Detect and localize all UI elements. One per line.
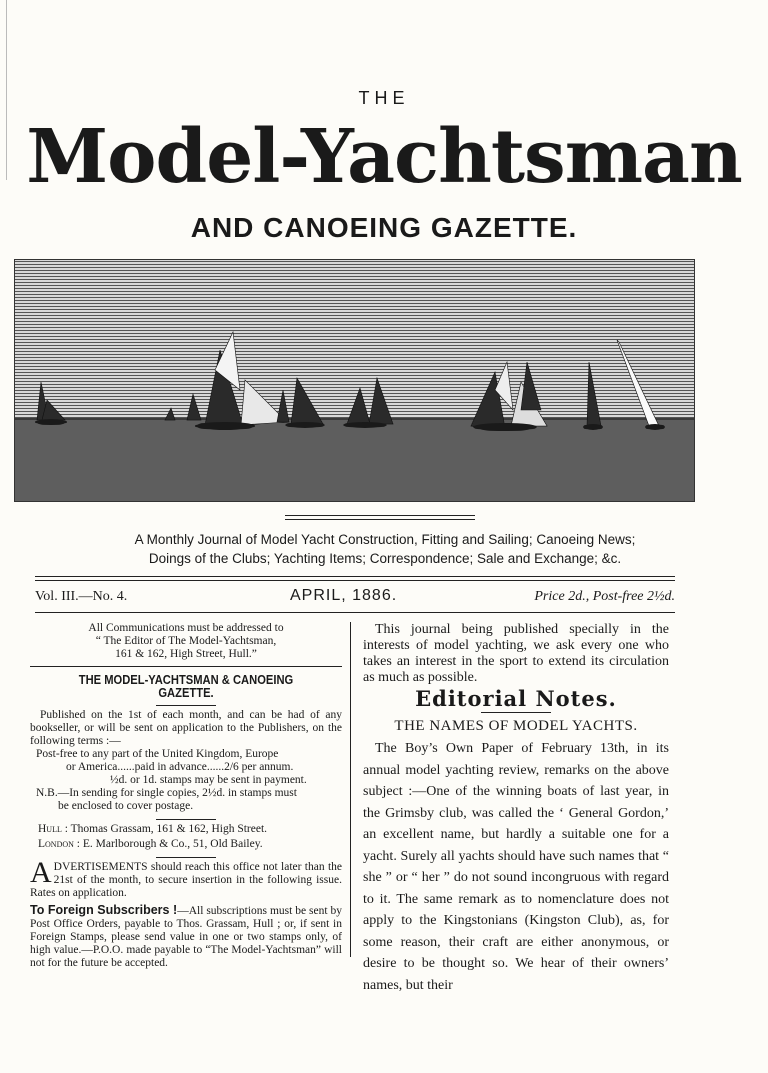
london-label: London :: [38, 838, 80, 850]
issue-price: Price 2d., Post-free 2½d.: [534, 589, 675, 604]
article-body: The Boy’s Own Paper of February 13th, in its annual model yachting review, remarks on the above subject :—One of the winning boats of last year, in the Grimsby club, was called the ‘ General Gordon,’ an excellent name, but hardly a suitable one for a yacht. Surely all yachts should have such names that “ she ” or “ her ” do not sound incongruous with regard to it. The same remark as to nomenclature does not apply to the Kingstonians (Kingston Club), as, for some reason, their craft are either anonymous, or desire to be thought so. We hear of their owners’ names, but their: [363, 741, 669, 993]
divider: [35, 612, 675, 613]
london-office: [38, 838, 342, 851]
divider: [35, 580, 675, 581]
hull-address: Thomas Grassam, 161 & 162, High Street.: [70, 823, 268, 835]
communications-line: 161 & 162, High Street, Hull.”: [115, 648, 257, 660]
divider: [481, 712, 551, 713]
publishing-terms: Post-free to any part of the United Kingdom, Europe: [36, 748, 279, 760]
foreign-text: —All subscriptions must be sent by Post Office Orders, payable to Thos. Grassam, Hull ; or, if sent in Foreign Stamps, please send value in one or two stamps only, of high value.—P.O.O. made payable to “The Model-Yachtsman” will not for the future be accepted.: [30, 905, 342, 969]
gazette-heading: THE MODEL-YACHTSMAN & CANOEING GAZETTE.: [78, 672, 294, 700]
divider: [285, 515, 475, 516]
foreign-subscribers: [30, 904, 342, 970]
masthead-title: Model-Yachtsman: [26, 114, 742, 200]
issue-info: [35, 589, 675, 609]
article-heading: THE NAMES OF MODEL YACHTS.: [394, 717, 638, 734]
journal-description: [22, 530, 748, 568]
foreign-heading: To Foreign Subscribers !: [30, 903, 178, 917]
hull-office: [38, 823, 342, 836]
publishing-terms: or America......paid in advance......2/6 per annum.: [66, 761, 294, 773]
divider: [156, 857, 216, 858]
publishing-note: N.B.—In sending for single copies, 2½d. in stamps must: [36, 787, 297, 799]
right-column: [363, 622, 669, 996]
hull-label: Hull :: [38, 823, 68, 835]
divider: [156, 705, 216, 706]
publishing-note: be enclosed to cover postage.: [58, 800, 194, 812]
drop-cap: A: [30, 856, 52, 889]
advertisements-text: DVERTISEMENTS should reach this office not later than the 21st of the month, to secure insertion in the following issue. Rates on application.: [30, 861, 342, 899]
masthead-subtitle: AND CANOEING GAZETTE.: [190, 212, 578, 243]
communications-line: All Communications must be addressed to: [88, 622, 284, 634]
description-line: Doings of the Clubs; Yachting Items; Correspondence; Sale and Exchange; &c.: [148, 551, 622, 566]
publishing-intro: Published on the 1st of each month, and can be had of any bookseller, or will be sent on application to the Publishers, on the following terms :—: [30, 709, 342, 747]
column-divider: [350, 622, 351, 957]
divider: [30, 666, 342, 667]
journal-intro: This journal being published specially in the interests of model yachting, we ask every one who takes an interest in the sport to extend its circulation as much as possible.: [363, 622, 669, 685]
divider: [285, 519, 475, 520]
advertisements-notice: [30, 856, 342, 900]
communications-line: “ The Editor of The Model-Yachtsman,: [95, 635, 277, 647]
left-column: [30, 622, 342, 970]
yachts-engraving: [14, 259, 695, 502]
divider: [35, 576, 675, 577]
description-line: A Monthly Journal of Model Yacht Construction, Fitting and Sailing; Canoeing News;: [134, 532, 636, 547]
editorial-notes-heading: Editorial Notes.: [415, 686, 617, 711]
issue-date: APRIL, 1886.: [290, 587, 398, 604]
london-address: E. Marlborough & Co., 51, Old Bailey.: [82, 838, 263, 850]
communications-notice: [30, 622, 342, 661]
volume-number: Vol. III.—No. 4.: [35, 589, 128, 604]
divider: [156, 819, 216, 820]
publishing-terms: ½d. or 1d. stamps may be sent in payment.: [110, 774, 307, 786]
masthead-the: THE: [358, 88, 410, 108]
